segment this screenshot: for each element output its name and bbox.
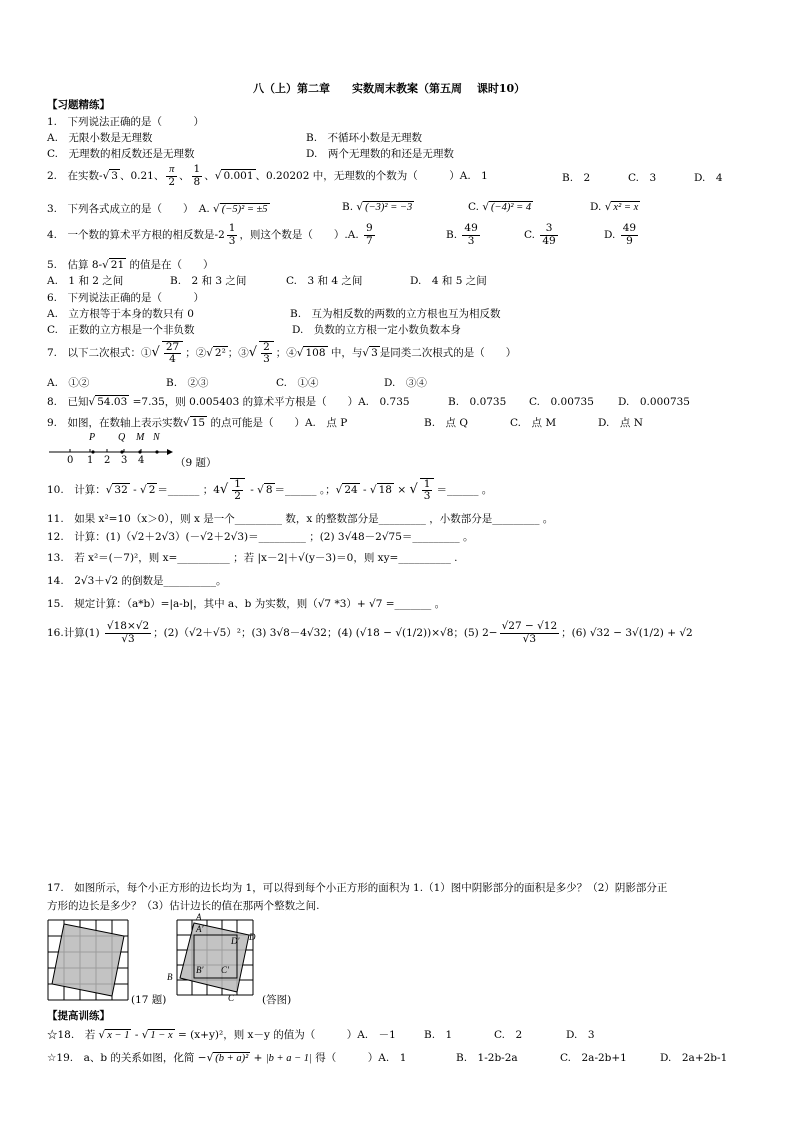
q19-line: ☆19. a、b 的关系如图，化简 −√ (b + a)² + |b + a − 1| 得（ ）A. 1 (47, 1052, 407, 1064)
q18-line: ☆18. 若 √ x − 1 - √ 1 − x = (x+y)²，则 x－y 的值为（ ）A. －1 (47, 1029, 396, 1041)
q18-option-b: B. 1 (424, 1029, 453, 1041)
q8-option-c: C. 0.00735 (529, 396, 594, 408)
q7-option-a: A. ①② (47, 377, 90, 389)
q3-option-b: B. √ (−3)² = −3 (342, 201, 413, 213)
section-exercises: 【习题精练】 (47, 99, 110, 111)
q6-option-b: B. 互为相反数的两数的立方根也互为相反数 (290, 308, 501, 320)
q17-caption: (17 题) (131, 994, 167, 1006)
q18-option-d: D. 3 (566, 1029, 595, 1041)
q2-option-d: D. 4 (694, 172, 723, 184)
page-title: 八（上）第二章 实数周末教案（第五周 课时10） (253, 82, 526, 95)
q7-option-b: B. ②③ (166, 377, 209, 389)
q1-option-b: B. 不循环小数是无理数 (306, 132, 423, 144)
q17-answer-caption: (答图) (262, 994, 292, 1006)
q9-option-b: B. 点 Q (424, 417, 468, 429)
label-c: C (228, 993, 235, 1003)
q9-point-n: N (153, 432, 160, 443)
q9-point-m: M (136, 432, 145, 443)
label-d: D (249, 932, 256, 942)
q9-tick-2: 2 (104, 455, 111, 466)
q6-stem: 6. 下列说法正确的是（ ） (47, 292, 205, 304)
q5-option-d: D. 4 和 5 之间 (410, 275, 487, 287)
q2-line: 2. 在实数-√ 3 、0.21、 $\frac{\pi}{2}$ 、 $\frac{1}{8}$ 、√ 0.001 、0.20202 中，无理数的个数为（ ）A. 1 (47, 163, 488, 188)
q8-line: 8. 已知√ 54.03 =7.35，则 0.005403 的算术平方根是（ ）A. 0.735 (47, 396, 410, 408)
q9-option-c: C. 点 M (510, 417, 557, 429)
label-a: A (196, 912, 202, 922)
q17-grid-figure (47, 919, 131, 1003)
q4-option-c: C. $\frac{3}{49}$ (524, 222, 556, 247)
q17-line1: 17. 如图所示，每个小正方形的边长均为 1，可以得到每个小正方形的面积为 1.（1）图中阴影部分的面积是多少？（2）阴影部分正 (47, 882, 668, 894)
q3-line: 3. 下列各式成立的是（ ） A. √ (−5)² = ±5 (47, 203, 268, 215)
q9-tick-1: 1 (87, 455, 94, 466)
q9-tick-0: 0 (67, 455, 74, 466)
q6-option-c: C. 正数的立方根是一个非负数 (47, 324, 195, 336)
q4-option-d: D. $\frac{49}{9}$ (604, 222, 637, 247)
label-b: B (167, 972, 173, 982)
q9-point-p: P (89, 432, 96, 443)
q5-option-c: C. 3 和 4 之间 (286, 275, 363, 287)
q19-option-c: C. 2a-2b+1 (560, 1052, 627, 1064)
q1-option-d: D. 两个无理数的和还是无理数 (306, 148, 454, 160)
q14-line: 14. 2√3＋√2 的倒数是__________。 (47, 575, 227, 587)
q8-option-d: D. 0.000735 (618, 396, 690, 408)
q5-option-a: A. 1 和 2 之间 (47, 275, 124, 287)
label-c-prime: C′ (221, 965, 229, 975)
q15-line: 15. 规定计算：（a*b）=|a-b|，其中 a、b 为实数，则（√7 *3）+ √7 =_______ 。 (47, 598, 446, 610)
label-a-prime: A′ (196, 924, 204, 934)
q11-line: 11. 如果 x²=10（x＞0），则 x 是一个_________ 数，x 的整数部分是_________ ，小数部分是_________ 。 (47, 513, 554, 525)
q5-stem: 5. 估算 8-√ 21 的值是在（ ） (47, 259, 214, 271)
q2-option-c: C. 3 (628, 172, 657, 184)
q1-option-a: A. 无限小数是无理数 (47, 132, 153, 144)
label-b-prime: B′ (196, 965, 204, 975)
q9-point-q: Q (118, 432, 126, 443)
q9-option-d: D. 点 N (598, 417, 643, 429)
q7-option-d: D. ③④ (384, 377, 427, 389)
q8-option-b: B. 0.0735 (448, 396, 507, 408)
section-advanced: 【提高训练】 (47, 1010, 110, 1022)
q19-option-d: D. 2a+2b-1 (660, 1052, 728, 1064)
q2-option-b: B. 2 (562, 172, 591, 184)
q1-option-c: C. 无理数的相反数还是无理数 (47, 148, 195, 160)
q9-caption: （9 题） (175, 457, 217, 469)
q7-stem: 7. 以下二次根式：①√ $\frac{27}{4}$ ；②√ 2² ；③√ $\frac{2}{3}$ ；④√ 108 中，与√ 3 是同类二次根式的是（ ） (47, 340, 517, 365)
q13-line: 13. 若 x²＝(－7)²，则 x=__________ ；若 |x－2|＋√(y－3)＝0，则 xy=__________ . (47, 552, 458, 564)
q4-option-b: B. $\frac{49}{3}$ (446, 222, 478, 247)
q10-line: 10. 计算：√ 32 - √ 2 ＝______ ；4√ $\frac{1}{2}$ - √ 8 ＝______ 。；√ 24 - √ 18 × √ $\frac{1}{3}$ ＝______ 。 (47, 477, 493, 502)
q9-tick-3: 3 (121, 455, 128, 466)
q12-line: 12. 计算：(1)（√2＋2√3）(－√2＋2√3)＝_________ ；(2) 3√48－2√75＝_________ 。 (47, 531, 474, 543)
q1-stem: 1. 下列说法正确的是（ ） (47, 116, 205, 128)
q7-option-c: C. ①④ (276, 377, 319, 389)
q17-answer-figure (175, 916, 260, 1004)
q6-option-a: A. 立方根等于本身的数只有 0 (47, 308, 194, 320)
q3-option-d: D. √ x² = x (590, 201, 639, 213)
q4-line: 4. 一个数的算术平方根的相反数是-2 $\frac{1}{3}$ ，则这个数是（ ）.A. $\frac{9}{7}$ (47, 222, 373, 247)
q19-option-b: B. 1-2b-2a (456, 1052, 518, 1064)
q18-option-c: C. 2 (494, 1029, 523, 1041)
q3-option-c: C. √ (−4)² = 4 (468, 201, 532, 213)
q9-stem: 9. 如图，在数轴上表示实数√ 15 的点可能是（ ）A. 点 P (47, 417, 348, 429)
label-d-prime: D′ (231, 936, 240, 946)
q6-option-d: D. 负数的立方根一定小数负数本身 (292, 324, 461, 336)
q17-line2: 方形的边长是多少？（3）估计边长的值在那两个整数之间. (47, 900, 320, 912)
q5-option-b: B. 2 和 3 之间 (170, 275, 247, 287)
q9-tick-4: 4 (138, 455, 145, 466)
q16-line: 16.计算(1) $\frac{√18\times√2}{√3}$ ；(2)（√2＋√5）²；(3) 3√8－4√32；(4) (√18 − √(1/2))×√8；(5) 2− $\frac{√27 - √12}{√3}$ ；(6) √32 − 3√(1/2) + √2 (47, 620, 693, 645)
